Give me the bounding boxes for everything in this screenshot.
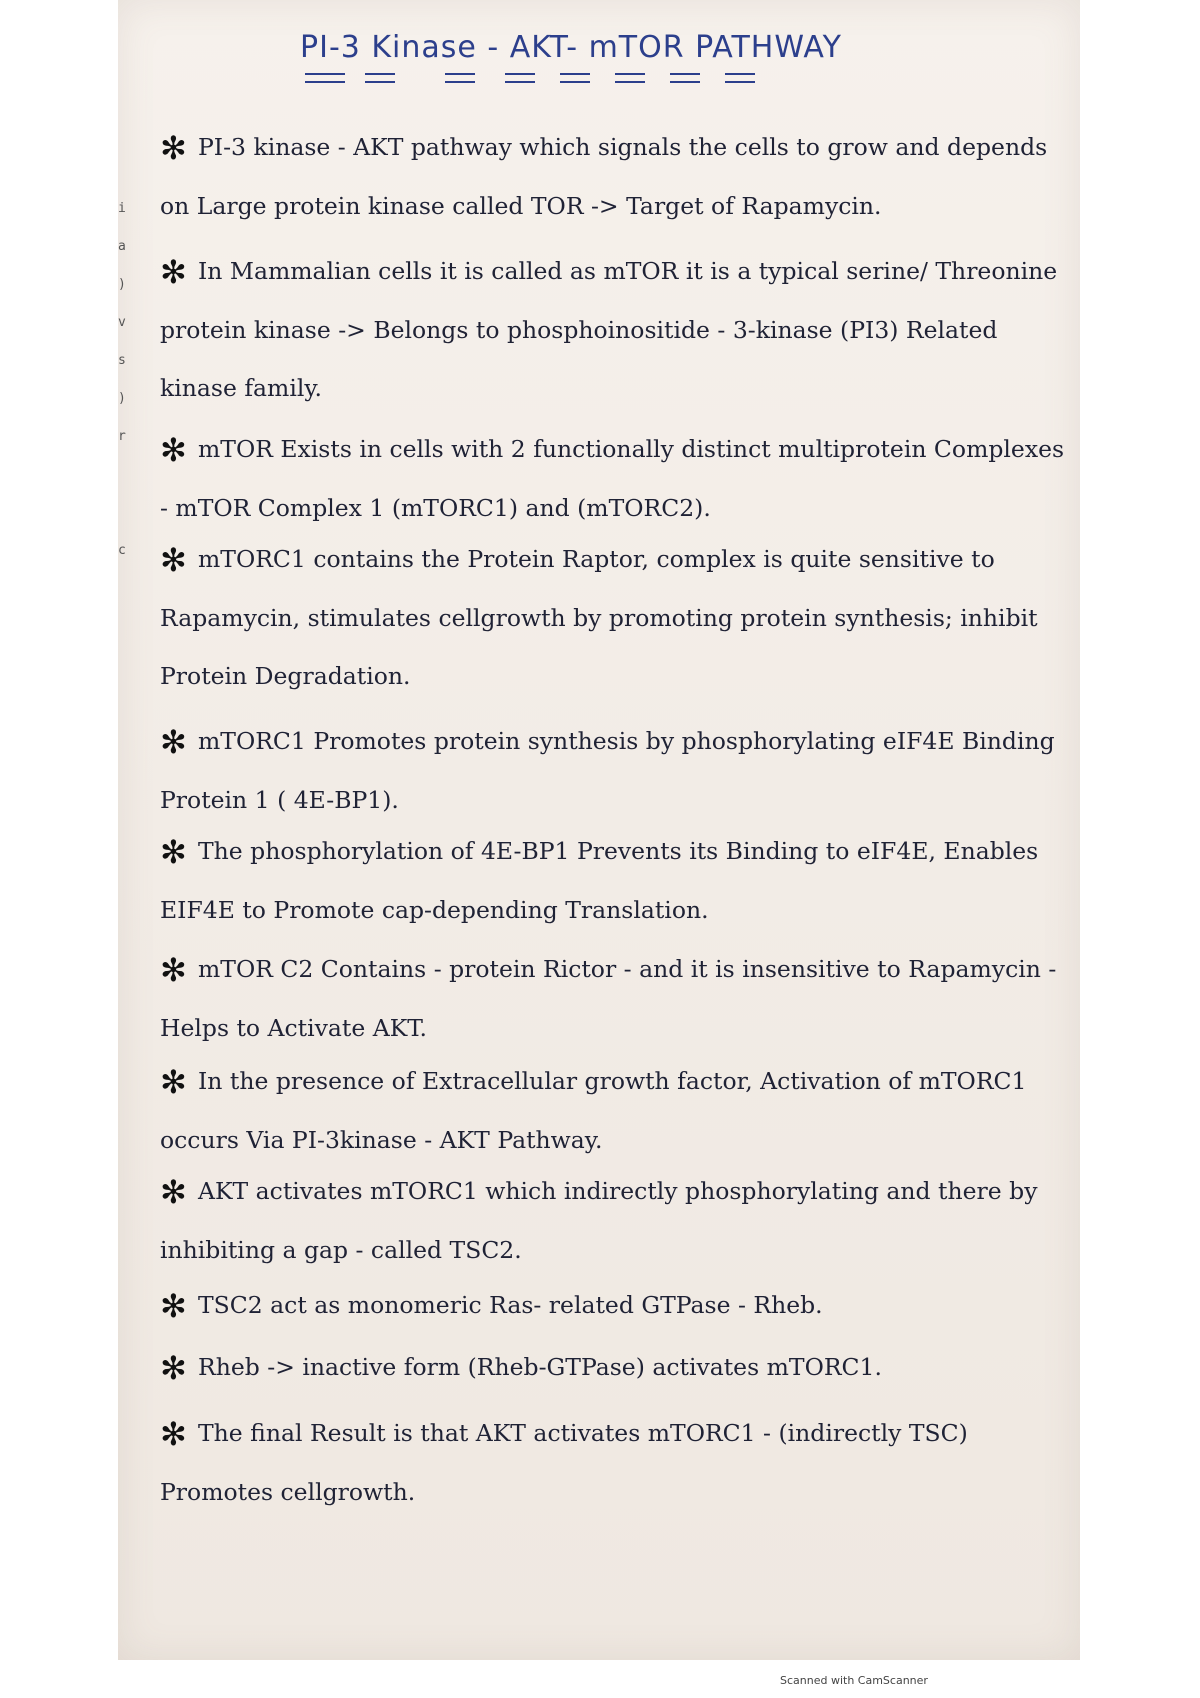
note-bullet: ✻ mTOR Exists in cells with 2 functionally distinct multiprotein Complexes - mTOR Complex 1 (mTORC1) and (mTORC2). [160, 420, 1070, 537]
asterisk-icon: ✻ [160, 431, 187, 469]
title-double-underline [305, 70, 825, 90]
asterisk-icon: ✻ [160, 1287, 187, 1325]
asterisk-icon: ✻ [160, 541, 187, 579]
asterisk-icon: ✻ [160, 1349, 187, 1387]
note-bullet: ✻ Rheb -> inactive form (Rheb-GTPase) activates mTORC1. [160, 1338, 1070, 1397]
asterisk-icon: ✻ [160, 253, 187, 291]
asterisk-icon: ✻ [160, 1173, 187, 1211]
note-bullet: ✻ The phosphorylation of 4E-BP1 Prevents its Binding to eIF4E, Enables EIF4E to Promote cap-depending Translation. [160, 822, 1070, 939]
asterisk-icon: ✻ [160, 951, 187, 989]
note-bullet: ✻ mTORC1 Promotes protein synthesis by phosphorylating eIF4E Binding Protein 1 ( 4E-BP1). [160, 712, 1070, 829]
note-bullet: ✻ In Mammalian cells it is called as mTOR it is a typical serine/ Threonine protein kinase -> Belongs to phosphoinositide - 3-kinase (PI3) Related kinase family. [160, 242, 1070, 417]
note-bullet: ✻ AKT activates mTORC1 which indirectly phosphorylating and there by inhibiting a gap - called TSC2. [160, 1162, 1070, 1279]
note-bullet: ✻ TSC2 act as monomeric Ras- related GTPase - Rheb. [160, 1276, 1070, 1335]
page-title: PI-3 Kinase - AKT- mTOR PATHWAY [300, 30, 842, 65]
asterisk-icon: ✻ [160, 723, 187, 761]
scanner-watermark: Scanned with CamScanner [780, 1674, 928, 1687]
page-edge-marks: i a ) v s ) r c [118, 201, 126, 558]
scan-left-margin [0, 0, 118, 1698]
note-bullet: ✻ mTOR C2 Contains - protein Rictor - and it is insensitive to Rapamycin - Helps to Activate AKT. [160, 940, 1070, 1057]
asterisk-icon: ✻ [160, 1063, 187, 1101]
asterisk-icon: ✻ [160, 1415, 187, 1453]
asterisk-icon: ✻ [160, 833, 187, 871]
note-bullet: ✻ PI-3 kinase - AKT pathway which signals the cells to grow and depends on Large protein kinase called TOR -> Target of Rapamycin. [160, 118, 1070, 235]
note-bullet: ✻ The final Result is that AKT activates mTORC1 - (indirectly TSC) Promotes cellgrowth. [160, 1404, 1070, 1521]
note-bullet: ✻ mTORC1 contains the Protein Raptor, complex is quite sensitive to Rapamycin, stimulates cellgrowth by promoting protein synthesis; inhibit Protein Degradation. [160, 530, 1070, 705]
asterisk-icon: ✻ [160, 129, 187, 167]
note-bullet: ✻ In the presence of Extracellular growth factor, Activation of mTORC1 occurs Via PI-3kinase - AKT Pathway. [160, 1052, 1070, 1169]
